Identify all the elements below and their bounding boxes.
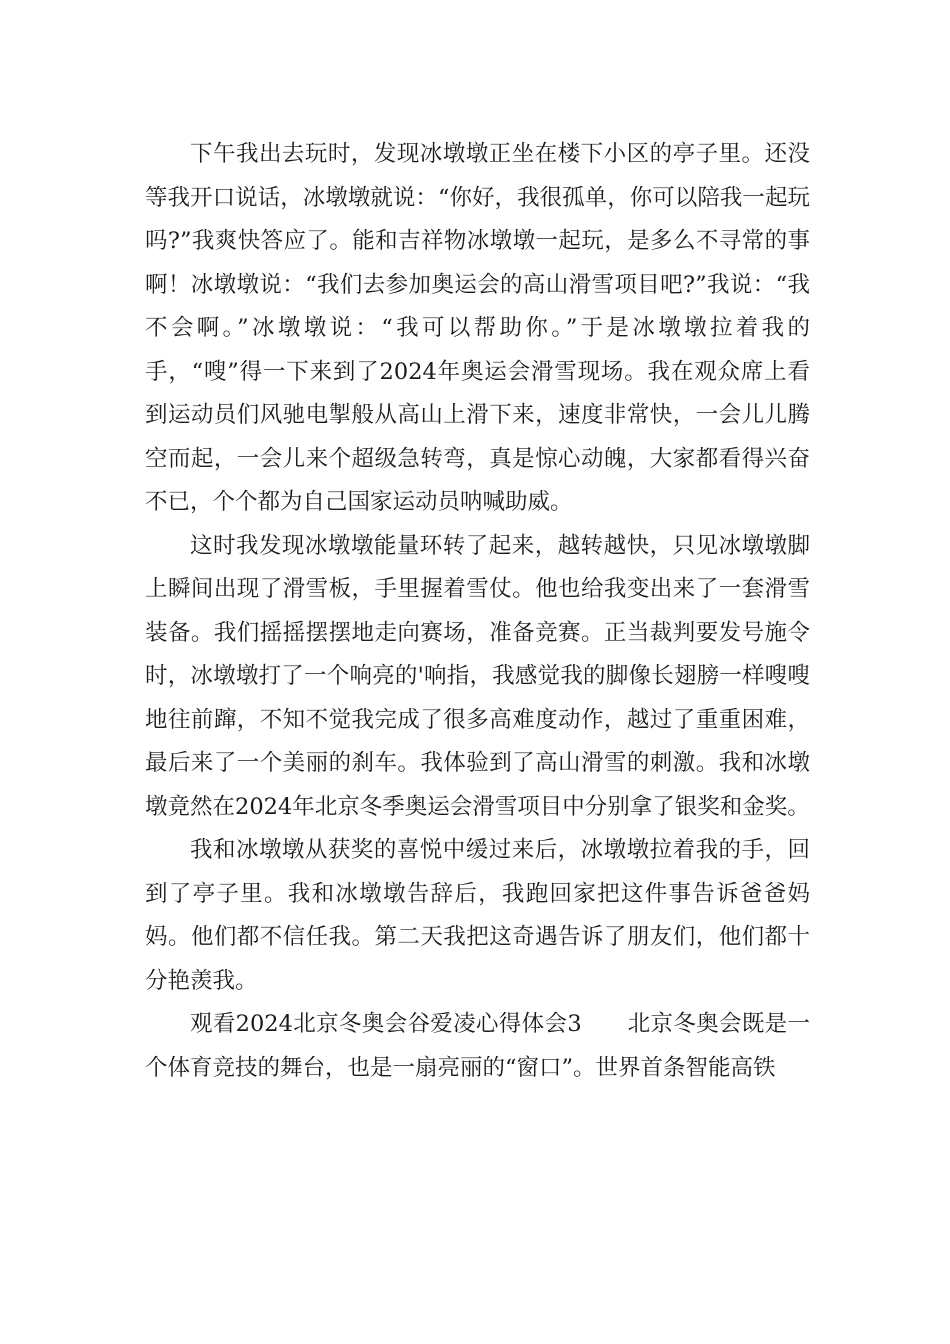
paragraph-2: 这时我发现冰墩墩能量环转了起来，越转越快，只见冰墩墩脚上瞬间出现了滑雪板，手里握着雪仗。他也给我变出来了一套滑雪装备。我们摇摇摆摆地走向赛场，准备竞赛。正当裁判要发号施令时，冰墩墩打了一个响亮的'响指，我感觉我的脚像长翅膀一样嗖嗖地往前蹿，不知不觉我完成了很多高难度动作，越过了重重困难，最后来了一个美丽的刹车。我体验到了高山滑雪的刺激。我和冰墩墩竟然在2024年北京冬季奥运会滑雪项目中分别拿了银奖和金奖。 [145, 532, 810, 820]
paragraph-1: 下午我出去玩时，发现冰墩墩正坐在楼下小区的亭子里。还没等我开口说话，冰墩墩就说：“你好，我很孤单，你可以陪我一起玩吗?”我爽快答应了。能和吉祥物冰墩墩一起玩，是多么不寻常的事啊！冰墩墩说：“我们去参加奥运会的高山滑雪项目吧?”我说：“我不会啊。”冰墩墩说：“我可以帮助你。”于是冰墩墩拉着我的手，“嗖”得一下来到了2024年奥运会滑雪现场。我在观众席上看到运动员们风驰电掣般从高山上滑下来，速度非常快，一会儿儿腾空而起，一会儿来个超级急转弯，真是惊心动魄，大家都看得兴奋不已，个个都为自己国家运动员呐喊助威。 [145, 141, 810, 515]
document-body [145, 133, 810, 1090]
paragraph-4: 观看2024北京冬奥会谷爱凌心得体会3 北京冬奥会既是一个体育竞技的舞台，也是一扇亮丽的“窗口”。世界首条智能高铁 [145, 1011, 810, 1081]
paragraph-3: 我和冰墩墩从获奖的喜悦中缓过来后，冰墩墩拉着我的手，回到了亭子里。我和冰墩墩告辞后，我跑回家把这件事告诉爸爸妈妈。他们都不信任我。第二天我把这奇遇告诉了朋友们，他们都十分艳羡我。 [145, 837, 810, 994]
